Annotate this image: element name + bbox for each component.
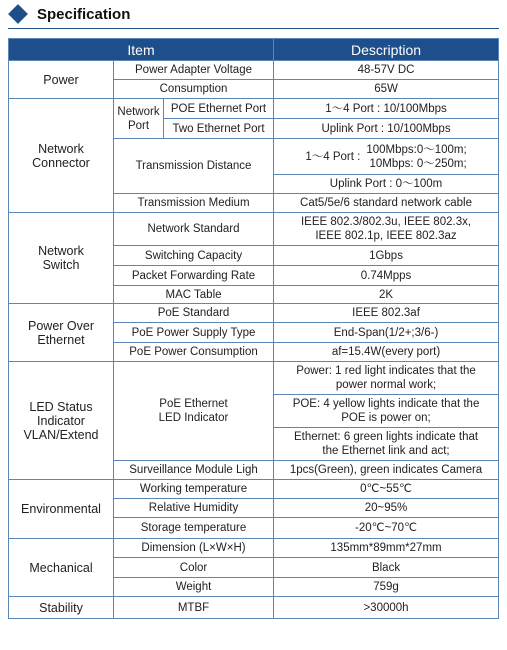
led-poe-line: POE: 4 yellow lights indicate that the <box>292 398 480 410</box>
row-value <box>274 213 499 246</box>
category-line: Ethernet <box>37 332 85 347</box>
row-value: >30000h <box>274 597 499 619</box>
row-label: Consumption <box>114 80 274 99</box>
header-description: Description <box>274 39 499 61</box>
category-network-switch <box>9 213 114 304</box>
row-label: Packet Forwarding Rate <box>114 266 274 286</box>
row-value: 20~95% <box>274 499 499 518</box>
row-label: Transmission Medium <box>114 194 274 213</box>
row-label: PoE Power Consumption <box>114 343 274 362</box>
header-divider <box>8 28 499 29</box>
row-label: MTBF <box>114 597 274 619</box>
row-value: -20℃~70℃ <box>274 518 499 539</box>
row-value: 1～4 Port : 10/100Mbps <box>274 99 499 119</box>
row-label: PoE Standard <box>114 304 274 323</box>
row-value: af=15.4W(every port) <box>274 343 499 362</box>
distance-100: 100Mbps:0～100m; <box>366 143 467 156</box>
row-value: 48-57V DC <box>274 61 499 80</box>
table-row <box>9 362 499 395</box>
row-label: Surveillance Module Ligh <box>114 461 274 480</box>
row-label: Switching Capacity <box>114 246 274 266</box>
row-label: MAC Table <box>114 286 274 304</box>
row-label: Transmission Distance <box>114 139 274 194</box>
table-header-row <box>9 39 499 61</box>
row-value: Uplink Port : 0～100m <box>274 175 499 194</box>
row-value <box>274 428 499 461</box>
header-item: Item <box>9 39 274 61</box>
row-value: 1pcs(Green), green indicates Camera <box>274 461 499 480</box>
standard-line: IEEE 802.1p, IEEE 802.3az <box>315 230 457 242</box>
category-line: Switch <box>42 258 80 272</box>
table-row <box>9 213 499 246</box>
row-label: Relative Humidity <box>114 499 274 518</box>
table-row <box>9 99 499 119</box>
row-value: Uplink Port : 10/100Mbps <box>274 119 499 139</box>
category-line: Connector <box>32 155 90 170</box>
category-line: Network <box>38 244 84 258</box>
row-value: 0.74Mpps <box>274 266 499 286</box>
indicator-line: LED Indicator <box>158 412 229 424</box>
category-environmental: Environmental <box>9 480 114 539</box>
category-mechanical: Mechanical <box>9 539 114 597</box>
diamond-bullet-icon <box>8 4 28 24</box>
row-label: Dimension (L×W×H) <box>114 539 274 558</box>
indicator-line: PoE Ethernet <box>159 398 228 410</box>
table-row <box>9 480 499 499</box>
row-label: Two Ethernet Port <box>164 119 274 139</box>
row-value: 1Gbps <box>274 246 499 266</box>
section-header <box>8 4 130 24</box>
row-label: Weight <box>114 578 274 597</box>
category-led <box>9 362 114 480</box>
distance-ports-cell <box>274 139 499 175</box>
standard-line: IEEE 802.3/802.3u, IEEE 802.3x, <box>300 216 472 228</box>
row-label: PoE Power Supply Type <box>114 323 274 343</box>
specification-table <box>8 38 499 619</box>
table-row <box>9 597 499 619</box>
category-power: Power <box>9 61 114 99</box>
led-ethernet-line: Ethernet: 6 green lights indicate that <box>293 431 479 443</box>
led-power-line: power normal work; <box>335 379 437 391</box>
category-line: Indicator <box>37 413 85 428</box>
row-value: Cat5/5e/6 standard network cable <box>274 194 499 213</box>
category-line: VLAN/Extend <box>23 427 99 442</box>
row-label: Network Standard <box>114 213 274 246</box>
category-line: LED Status <box>29 399 93 414</box>
table-row <box>9 304 499 323</box>
row-label: Storage temperature <box>114 518 274 539</box>
category-network-connector <box>9 99 114 213</box>
row-value <box>274 362 499 395</box>
row-value: 0℃~55℃ <box>274 480 499 499</box>
port-group-line: Port <box>127 119 150 132</box>
row-value: 759g <box>274 578 499 597</box>
row-label: Power Adapter Voltage <box>114 61 274 80</box>
port-group-line: Network <box>117 105 160 118</box>
distance-10: 10Mbps: 0～250m; <box>369 157 467 170</box>
category-stability: Stability <box>9 597 114 619</box>
category-poe <box>9 304 114 362</box>
row-label <box>114 362 274 461</box>
category-line: Network <box>38 141 84 156</box>
row-value: Black <box>274 558 499 578</box>
row-value: IEEE 802.3af <box>274 304 499 323</box>
table-row <box>9 61 499 80</box>
row-label: Working temperature <box>114 480 274 499</box>
row-value: End-Span(1/2+;3/6-) <box>274 323 499 343</box>
led-power-line: Power: 1 red light indicates that the <box>296 365 476 377</box>
row-value: 2K <box>274 286 499 304</box>
row-value <box>274 395 499 428</box>
row-label: POE Ethernet Port <box>164 99 274 119</box>
row-value: 65W <box>274 80 499 99</box>
table-row <box>9 539 499 558</box>
section-title: Specification <box>37 5 131 23</box>
row-label: Color <box>114 558 274 578</box>
network-port-group <box>114 99 164 139</box>
led-poe-line: POE is power on; <box>341 412 431 424</box>
category-line: Power Over <box>28 318 94 333</box>
distance-ports-label: 1～4 Port : <box>305 150 361 163</box>
row-value: 135mm*89mm*27mm <box>274 539 499 558</box>
led-ethernet-line: the Ethernet link and act; <box>322 445 450 457</box>
distance-values <box>366 143 466 171</box>
